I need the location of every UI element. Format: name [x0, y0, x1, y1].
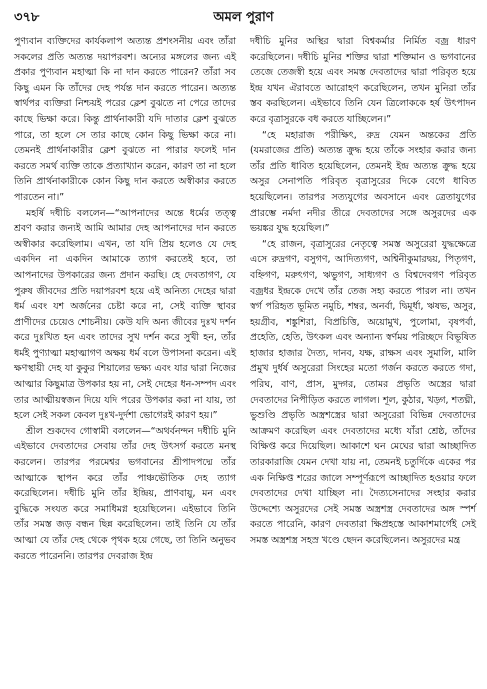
running-title: অমল পুরাণ — [213, 10, 274, 25]
page-header — [14, 8, 473, 26]
paragraph: পুণ্যবান ব্যক্তিদের কার্যকলাপ অত্যন্ত প্রশংসনীয় এবং তাঁরা সকলের প্রতি অত্যন্ত দয়াপরবশ। অন্যের মঙ্গলের জন্য এই প্রকার পুণ্যবান মহাত্মা কি না দান করতে পারেন? তাঁরা সব কিছু এমন কি তাঁদের দেহ পর্যন্ত দান করতে পারেন। অত্যন্ত স্বার্থপর ব্যক্তিরা নিশ্চয়ই পরের ক্লেশ বুঝতে না পেরে তাদের কাছে ভিক্ষা করে। কিন্তু প্রার্থনাকারী যদি দাতার ক্লেশ বুঝতে পারে, তা হলে সে তার কাছে কোন কিছু ভিক্ষা করে না। তেমনই প্রার্থনাকারীর ক্লেশ বুঝতে না পারার ফলেই দান করতে সমর্থ ব্যক্তি তাকে প্রত্যাখ্যান করেন, কারণ তা না হলে তিনি প্রার্থনাকারীকে কোন কিছু দান করতে অস্বীকার করতে পারতেন না।” — [14, 36, 236, 203]
paragraph: দধীচি মুনির অস্থির দ্বারা বিশ্বকর্মার নির্মিত বজ্র ধারণ করেছিলেন। দধীচি মুনির শক্তির দ্বারা শক্তিমান ও ভগবানের তেজে তেজস্বী হয়ে এবং সমস্ত দেবতাদের দ্বারা পরিবৃত হয়ে ইন্দ্র যখন ঐরাবতে আরোহণ করেছিলেন, তখন মুনিরা তাঁর স্তব করছিলেন। এইভাবে তিনি যেন ত্রিলোককে হর্ষ উৎপাদন করে বৃত্রাসুরকে বধ করতে যাচ্ছিলেন।” — [250, 36, 476, 125]
right-column — [250, 34, 476, 549]
paragraph: মহর্ষি দধীচি বললেন—“আপনাদের অন্তে ধর্মের তত্ত্ব শ্রবণ করার জন্যই আমি আমার দেহ আপনাদের দান করতে অস্বীকার করেছিলাম। এখন, তা যদি প্রিয় হলেও যে দেহ একদিন না একদিন আমাকে ত্যাগ করতেই হবে, তা আপনাদের উপকারের জন্য প্রদান করছি। হে দেবতাগণ, যে পুরুষ জীবদের প্রতি দয়াপরবশ হয়ে এই অনিত্য দেহের দ্বারা ধর্ম এবং যশ অর্জনের চেষ্টা করে না, সেই ব্যক্তি স্থাবর প্রাণীদের চেয়েও শোচনীয়। কেউ যদি অন্য জীবের দুঃখ দর্শন করে দুঃখিত হন এবং তাদের সুখ দর্শন করে সুখী হন, তাঁর ধর্মই পুণ্যাত্মা মহাত্মাগণ অক্ষয় ধর্ম বলে উপাসনা করেন। এই ক্ষণস্থায়ী দেহ যা কুকুর শিয়ালের ভক্ষ্য এবং যার দ্বারা নিজের আত্মার কিছুমাত্র উপকার হয় না, সেই দেহের ধন-সম্পদ এবং তার আত্মীয়স্বজন দিয়ে যদি পরের উপকার করা না যায়, তা হলে সেই সকল কেবল দুঃখ-দুর্দশা ভোগেরই কারণ হয়।” — [14, 207, 236, 422]
page-number: ৩৭৮ — [14, 10, 40, 25]
left-column — [14, 34, 236, 564]
paragraph: “হে মহারাজ পরীক্ষিৎ, রুদ্র যেমন অন্তকের প্রতি (যমরাজের প্রতি) অত্যন্ত ক্রুদ্ধ হয়ে তাঁকে সংহার করার জন্য তাঁর প্রতি ধাবিত হয়েছিলেন, তেমনই ইন্দ্র অত্যন্ত ক্রুদ্ধ হয়ে অসুর সেনাপতি পরিবৃত বৃত্রাসুরের দিকে বেগে ধাবিত হয়েছিলেন। তারপর সত্যযুগের অবসানে এবং ত্রেতাযুগের প্রারম্ভে নর্মদা নদীর তীরে দেবতাদের সঙ্গে অসুরদের এক ভয়ঙ্কর যুদ্ধ হয়েছিল।” — [250, 129, 476, 235]
paragraph: শ্রীল শুকদেব গোস্বামী বললেন—“অথর্বনন্দন দধীচি মুনি এইভাবে দেবতাদের সেবায় তাঁর দেহ উৎসর্গ করতে মনস্থ করলেন। তারপর পরমেশ্বর ভগবানের শ্রীপাদপদ্মে তাঁর আত্মাকে স্থাপন করে তাঁর পাঞ্চভৌতিক দেহ ত্যাগ করেছিলেন। দধীচি মুনি তাঁর ইন্দ্রিয়, প্রাণবায়ু, মন এবং বুদ্ধিকে সংযত করে সমাধিমগ্ন হয়েছিলেন। এইভাবে তিনি তাঁর সমস্ত জড় বন্ধন ছিন্ন করেছিলেন। তাই তিনি যে তাঁর আত্মা যে তাঁর দেহ থেকে পৃথক হয়ে গেছে, তা তিনি অনুভব করতে পারেননি। তারপর দেবরাজ ইন্দ্র — [14, 425, 236, 562]
paragraph: “হে রাজন, বৃত্রাসুরের নেতৃত্বে সমস্ত অসুরেরা যুদ্ধক্ষেত্রে এসে রুদ্রগণ, বসুগণ, আদিত্যগণ, অশ্বিনীকুমারদ্বয়, পিতৃগণ, বহ্নিগণ, মরুৎগণ, ঋভুগণ, সাধ্যগণ ও বিশ্বদেবগণ পরিবৃত বজ্রধর ইন্দ্রকে দেখে তাঁর তেজ সহ্য করতে পারল না। তখন স্বর্গ পরিহৃত ভূমিত নমুচি, শম্বর, অনর্বা, দ্বিমূর্ধা, ঋষভ, অসুর, হয়গ্রীব, শঙ্কুশিরা, বিপ্রচিত্তি, অয়োমুখ, পুলোমা, বৃষপর্বা, প্রহেতি, হেতি, উৎকল এবং অন্যান্য স্বর্ণময় পরিচ্ছদে বিভূষিত হাজার হাজার দৈত্য, দানব, যক্ষ, রাক্ষস এবং সুমালি, মালি প্রমুখ দুর্ধর্ষ অসুরেরা সিংহের মতো গর্জন করতে করতে গদা, পরিঘ, বাণ, প্রাস, মুদ্গর, তোমর প্রভৃতি অস্ত্রের দ্বারা দেবতাদের নিপীড়িত করতে লাগল। শূল, কুঠার, খড়্গ, শতঘ্নী, ভুশুণ্ডি প্রভৃতি অস্ত্রশস্ত্রের দ্বারা অসুরেরা বিভিন্ন দেবতাদের আক্রমণ করেছিল এবং দেবতাদের মধ্যে যাঁরা শ্রেষ্ঠ, তাঁদের বিক্ষিপ্ত করে দিয়েছিল। আকাশে ঘন মেঘের দ্বারা আচ্ছাদিত তারকারাজি যেমন দেখা যায় না, তেমনই চতুর্দিকে একের পর এক নিক্ষিপ্ত শরের জালে সম্পূর্ণরূপে আচ্ছাদিত হওয়ার ফলে দেবতাদের দেখা যাচ্ছিল না। দৈত্যসেনাদের সংহার করার উদ্দেশ্যে অসুরদের সেই সমস্ত অস্ত্রশস্ত্র দেবতাদের অঙ্গ স্পর্শ করতে পারেনি, কারণ দেবতারা ক্ষিপ্রহস্তে আকাশমার্গেই সেই সমস্ত অস্ত্রশস্ত্র সহস্র খণ্ডে ছেদন করেছিলেন। অসুরদের মন্ত্র — [250, 238, 476, 546]
